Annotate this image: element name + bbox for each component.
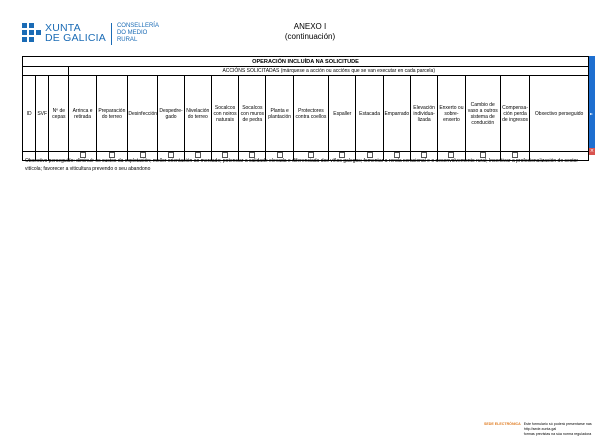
logo-line-2: DE GALICIA bbox=[45, 32, 106, 44]
table-title: OPERACIÓN INCLUÍDA NA SOLICITUDE bbox=[23, 57, 589, 67]
logo-divider bbox=[111, 23, 112, 45]
footer bbox=[484, 422, 592, 437]
column-header: Socalcos con muros de pedra bbox=[239, 76, 266, 152]
column-header: Despedre-gado bbox=[158, 76, 184, 152]
footer-notice bbox=[524, 422, 592, 437]
id-block-spacer bbox=[23, 67, 69, 76]
xunta-logo bbox=[22, 23, 159, 49]
scroll-right-icon[interactable]: ► bbox=[590, 111, 594, 116]
column-header: Emparrado bbox=[383, 76, 410, 152]
column-header: Estacada bbox=[356, 76, 383, 152]
column-header: Nº de cepas bbox=[49, 76, 69, 152]
consellaria-line-2: DO MEDIO bbox=[116, 30, 148, 36]
footer-line-3: formas previstas na súa norma reguladora bbox=[523, 432, 592, 436]
column-header: Planta e plantación bbox=[266, 76, 293, 152]
column-header-row bbox=[23, 76, 589, 152]
consellaria-line-3: RURAL bbox=[116, 37, 138, 43]
logo-line-1: XUNTA bbox=[45, 22, 81, 34]
xunta-emblem-icon bbox=[22, 23, 41, 45]
consellaria-line-1: CONSELLERÍA bbox=[116, 23, 159, 29]
column-header: Arrinca e retirada bbox=[69, 76, 96, 152]
delete-row-icon[interactable]: × bbox=[589, 148, 595, 154]
column-header: Socalcos con noiros naturais bbox=[211, 76, 238, 152]
document-title bbox=[270, 22, 350, 42]
column-header: Espaller bbox=[329, 76, 356, 152]
footer-link[interactable]: http://sede.xunta.gal bbox=[523, 427, 557, 431]
anexo-title: ANEXO I bbox=[293, 22, 327, 31]
column-header: Compensa-ción perda de ingresos bbox=[500, 76, 529, 152]
column-header: SVF bbox=[36, 76, 49, 152]
column-header: Obxectivo perseguido bbox=[530, 76, 589, 152]
consellaria-name bbox=[117, 23, 159, 44]
column-header: ID bbox=[23, 76, 36, 152]
column-header: Protectores contra coellos bbox=[293, 76, 328, 152]
table-subtitle: ACCIÓNS SOLICITADAS (márquese a acción ou accións que se van executar en cada parcela) bbox=[69, 67, 589, 76]
objective-description: Obxectivo perseguido: diminuír os custos da explotación; mellor orientación ao mercado; potenciar a calidade elevada e diferenciada dos viños galegos; fomentar a renda xeracional e o desenvolvemento rural; Incentivar a profesionalización do sector vitícola; favorecer a viticultura prevendo o seu abandono bbox=[25, 158, 579, 172]
column-header: Elevación individua-lizada bbox=[410, 76, 437, 152]
column-header: Cambio de vaso a outros sistema de condución bbox=[465, 76, 500, 152]
column-header: Nivelación do terreo bbox=[184, 76, 211, 152]
row-scrollbar[interactable] bbox=[589, 56, 595, 148]
column-header: Preparación do terreo bbox=[96, 76, 127, 152]
column-header: Desinfección bbox=[128, 76, 158, 152]
sede-electronica-logo: SEDE ELECTRÓNICA bbox=[484, 422, 521, 426]
anexo-subtitle: (continuación) bbox=[284, 32, 336, 41]
logo-wordmark bbox=[45, 23, 106, 43]
footer-line-1: Este formulario só poderá presentarse nas bbox=[523, 422, 592, 426]
operation-table bbox=[22, 56, 589, 161]
column-header: Enxerto ou sobre-enxerto bbox=[438, 76, 465, 152]
